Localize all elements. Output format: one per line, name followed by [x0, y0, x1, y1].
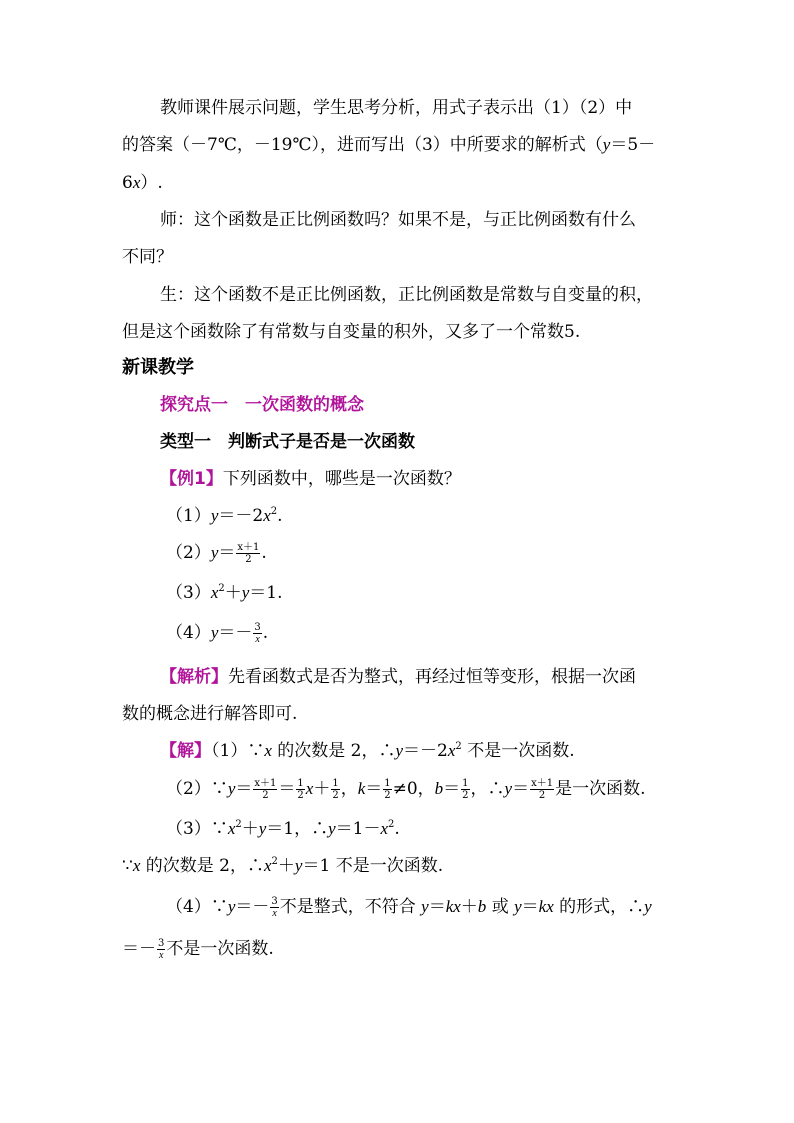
- solution-tag: 【解】: [160, 741, 211, 761]
- example-item-1: $(1)y=-2x^2$.: [166, 506, 283, 526]
- solution-line-1: 【解】（1）∵x 的次数是 2，$\therefore y=-2x^2$ 不是一次函数.: [160, 741, 575, 761]
- type-title: 类型一 判断式子是否是一次函数: [160, 432, 415, 452]
- fraction: $\frac{3}{x}$: [271, 896, 278, 919]
- intro-line-3: 6x）.: [122, 173, 163, 193]
- solution-line-3b: ∵x 的次数是 2，$\therefore x^2+y=1$ 不是一次函数.: [122, 856, 444, 876]
- example-question: 【例1】下列函数中，哪些是一次函数？: [160, 469, 461, 489]
- fraction: $\frac{1}{2}$: [297, 778, 304, 801]
- solution-line-2: （2）∵y＝ $\frac{x+1}{2}$ ＝ $\frac{1}{2}$ x＋ $\frac{1}{2}$ ，k＝ $\frac{1}{2}$ ≠0，b＝ $\frac{1}{2}$ ，∴y＝ $\frac{x+1}{2}$ 是一次函数.: [166, 778, 646, 801]
- solution-line-4b: ＝－ $\frac{3}{x}$ 不是一次函数.: [122, 938, 274, 961]
- fraction: $\frac{1}{2}$: [332, 778, 339, 801]
- example-item-2: （2）y＝ $\frac{x+1}{2}$ .: [166, 542, 267, 565]
- solution-line-4: （4）∵y＝－ $\frac{3}{x}$ 不是整式，不符合 y＝kx＋b 或 y＝kx 的形式，∴y: [166, 896, 652, 919]
- fraction: $\frac{3}{x}$: [254, 622, 261, 645]
- teacher-line-1: 师：这个函数是正比例函数吗？如果不是，与正比例函数有什么: [160, 210, 636, 230]
- student-line-1: 生：这个函数不是正比例函数，正比例函数是常数与自变量的积，: [160, 285, 653, 305]
- example-item-3: $(3)x^2+y=1$.: [166, 583, 283, 603]
- fraction: $\frac{x+1}{2}$: [531, 778, 554, 801]
- fraction: $\frac{1}{2}$: [462, 778, 469, 801]
- fraction: $\frac{3}{x}$: [158, 938, 165, 961]
- solution-line-3: $(3)\because x^2+y=1$，$\therefore y=1-x^2$.: [166, 819, 400, 839]
- fraction: $\frac{1}{2}$: [384, 778, 391, 801]
- teacher-line-2: 不同？: [122, 247, 173, 267]
- analysis-line-2: 数的概念进行解答即可.: [122, 704, 298, 724]
- section-title: 新课教学: [122, 357, 194, 378]
- subsection-title: 探究点一 一次函数的概念: [160, 395, 364, 415]
- intro-line-1: 教师课件展示问题，学生思考分析，用式子表示出（1）（2）中: [160, 98, 633, 118]
- analysis-tag: 【解析】: [160, 667, 228, 687]
- fraction: $\frac{x+1}{2}$: [237, 542, 260, 565]
- fraction: $\frac{x+1}{2}$: [254, 778, 277, 801]
- student-line-2: 但是这个函数除了有常数与自变量的积外，又多了一个常数5.: [122, 322, 581, 342]
- example-tag: 【例1】: [160, 469, 223, 489]
- example-item-4: （4）y＝－ $\frac{3}{x}$ .: [166, 622, 269, 645]
- analysis-line-1: 【解析】先看函数式是否为整式，再经过恒等变形，根据一次函: [160, 667, 636, 687]
- intro-line-2: 的答案（－7℃，－19℃），进而写出（3）中所要求的解析式（y＝5－: [122, 135, 656, 155]
